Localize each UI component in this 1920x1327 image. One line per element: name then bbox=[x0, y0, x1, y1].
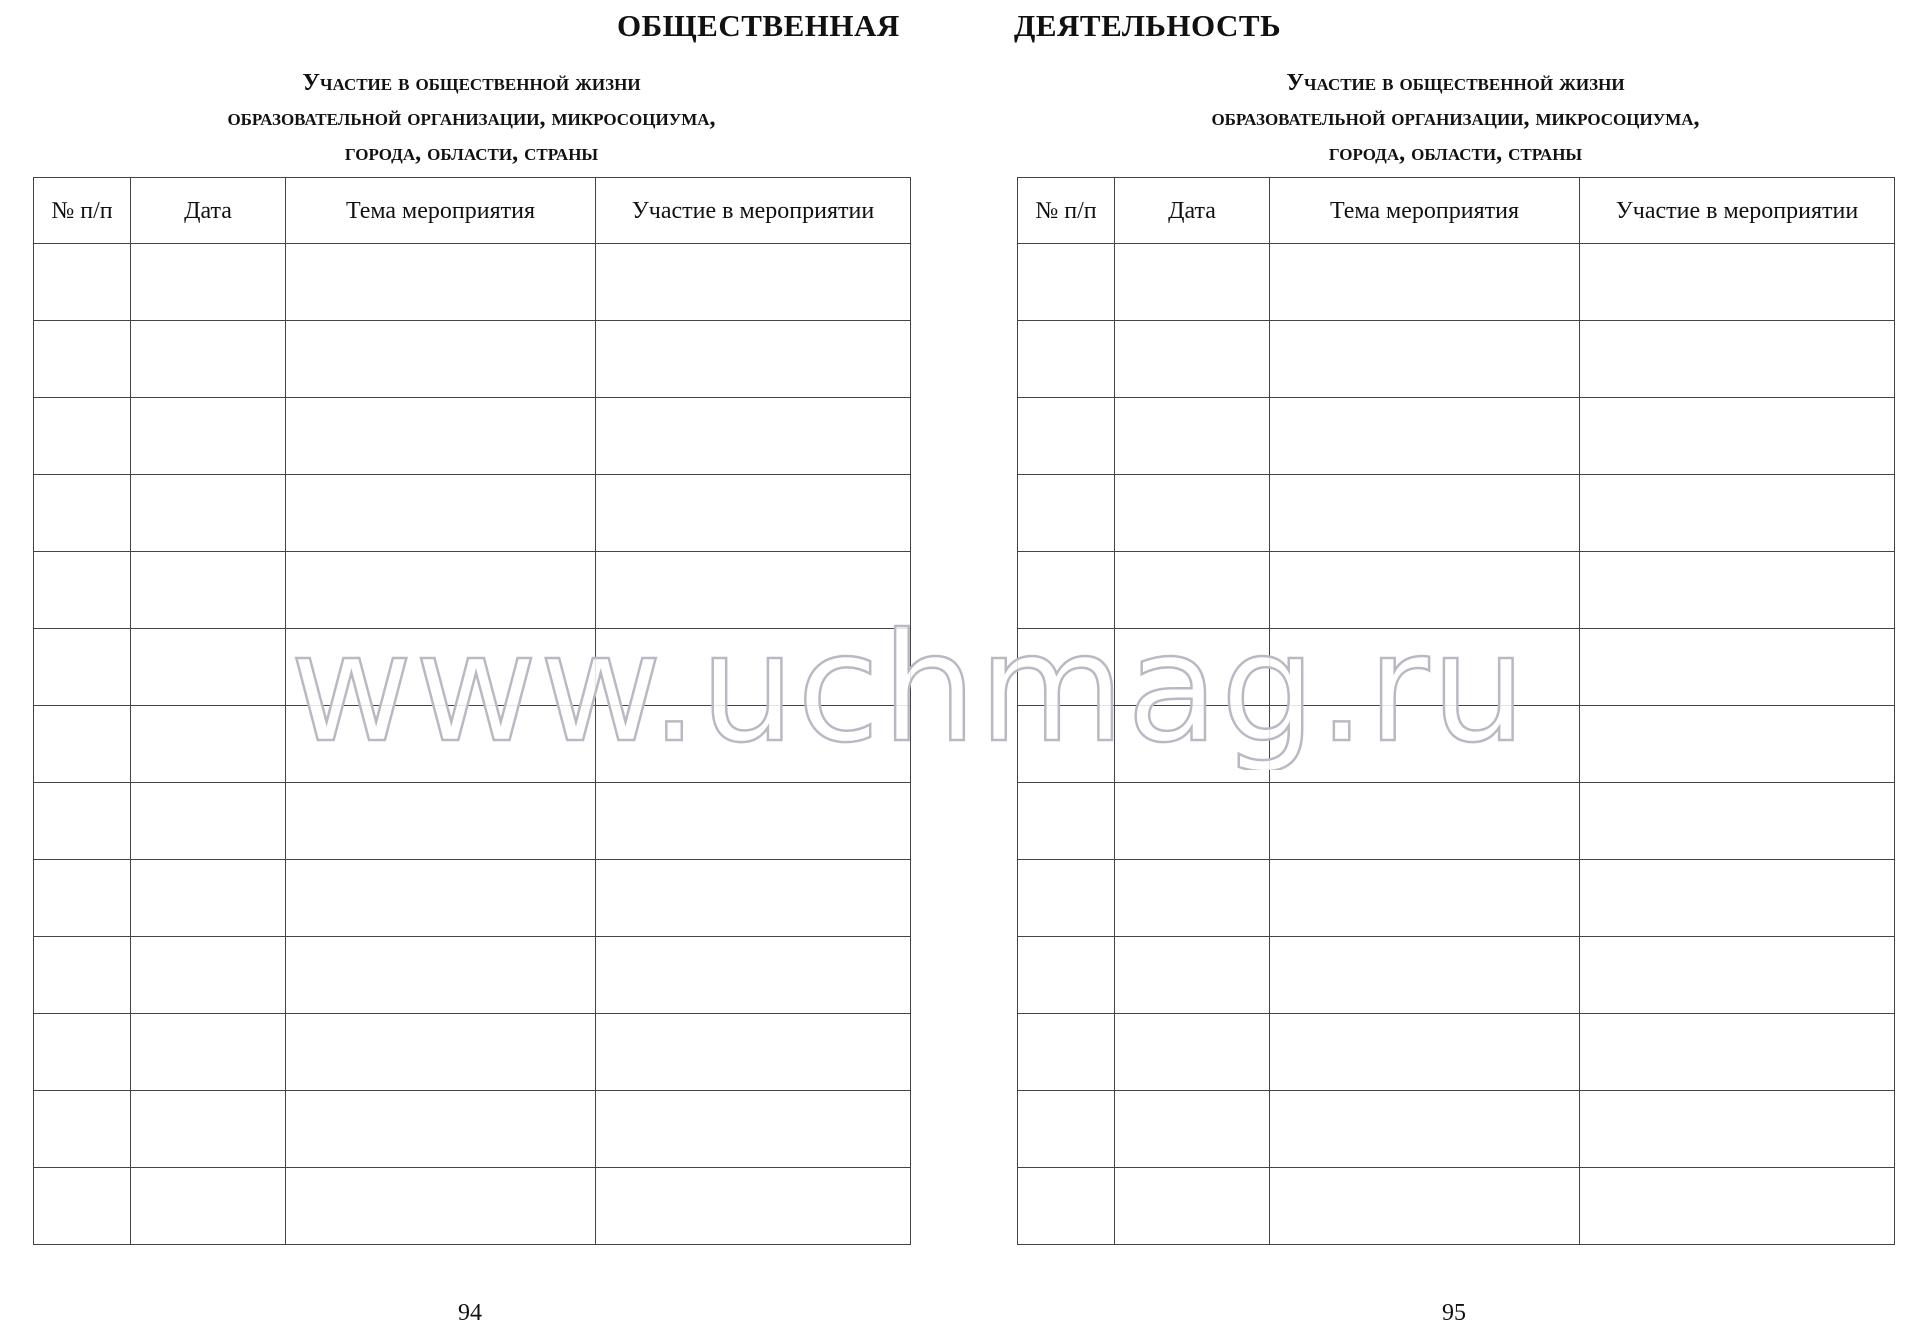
section-subtitle bbox=[1017, 66, 1894, 171]
cell-topic bbox=[286, 860, 596, 937]
cell-topic bbox=[1270, 1168, 1580, 1245]
table-row bbox=[34, 244, 911, 321]
cell-date bbox=[131, 1091, 286, 1168]
cell-topic bbox=[286, 552, 596, 629]
cell-date bbox=[131, 552, 286, 629]
cell-number bbox=[1018, 629, 1115, 706]
table-row bbox=[34, 629, 911, 706]
cell-number bbox=[34, 860, 131, 937]
cell-number bbox=[34, 706, 131, 783]
cell-topic bbox=[286, 398, 596, 475]
table-row bbox=[1018, 783, 1895, 860]
cell-participation bbox=[1580, 706, 1895, 783]
cell-date bbox=[131, 937, 286, 1014]
column-header-date: Дата bbox=[131, 178, 286, 244]
table-header-row bbox=[1018, 178, 1895, 244]
page-left bbox=[33, 0, 910, 1326]
cell-number bbox=[1018, 860, 1115, 937]
table-row bbox=[34, 398, 911, 475]
cell-date bbox=[131, 1014, 286, 1091]
cell-number bbox=[1018, 398, 1115, 475]
cell-date bbox=[1115, 398, 1270, 475]
table-row bbox=[34, 1091, 911, 1168]
cell-date bbox=[131, 475, 286, 552]
cell-date bbox=[1115, 475, 1270, 552]
column-header-participation: Участие в мероприятии bbox=[596, 178, 911, 244]
column-header-number: № п/п bbox=[34, 178, 131, 244]
cell-participation bbox=[596, 244, 911, 321]
cell-date bbox=[1115, 1091, 1270, 1168]
table-row bbox=[34, 475, 911, 552]
table-row bbox=[1018, 475, 1895, 552]
cell-participation bbox=[596, 783, 911, 860]
cell-number bbox=[1018, 1091, 1115, 1168]
subtitle-line: города, области, страны bbox=[1328, 140, 1583, 166]
table-row bbox=[1018, 1168, 1895, 1245]
cell-topic bbox=[1270, 629, 1580, 706]
cell-topic bbox=[1270, 398, 1580, 475]
subtitle-line: Участие в общественной жизни bbox=[302, 70, 641, 96]
table-row bbox=[1018, 1014, 1895, 1091]
cell-participation bbox=[1580, 629, 1895, 706]
cell-date bbox=[131, 398, 286, 475]
cell-number bbox=[1018, 321, 1115, 398]
cell-number bbox=[34, 1014, 131, 1091]
cell-topic bbox=[286, 783, 596, 860]
cell-number bbox=[1018, 1014, 1115, 1091]
table-header-row bbox=[34, 178, 911, 244]
cell-topic bbox=[286, 1014, 596, 1091]
cell-topic bbox=[286, 1091, 596, 1168]
table-body bbox=[1018, 244, 1895, 1245]
table-row bbox=[34, 860, 911, 937]
subtitle-line: Участие в общественной жизни bbox=[1286, 70, 1625, 96]
cell-participation bbox=[1580, 398, 1895, 475]
table-row bbox=[1018, 860, 1895, 937]
cell-participation bbox=[596, 1014, 911, 1091]
column-header-participation: Участие в мероприятии bbox=[1580, 178, 1895, 244]
cell-topic bbox=[1270, 475, 1580, 552]
cell-date bbox=[1115, 244, 1270, 321]
cell-date bbox=[131, 783, 286, 860]
subtitle-line: образовательной организации, микросоциума, bbox=[1211, 105, 1700, 131]
cell-date bbox=[131, 706, 286, 783]
cell-topic bbox=[286, 706, 596, 783]
cell-number bbox=[34, 552, 131, 629]
table-row bbox=[1018, 244, 1895, 321]
cell-participation bbox=[1580, 1168, 1895, 1245]
subtitle-line: образовательной организации, микросоциума, bbox=[227, 105, 716, 131]
table-body bbox=[34, 244, 911, 1245]
cell-date bbox=[1115, 860, 1270, 937]
cell-topic bbox=[286, 937, 596, 1014]
table-row bbox=[34, 321, 911, 398]
cell-topic bbox=[1270, 321, 1580, 398]
cell-participation bbox=[596, 1168, 911, 1245]
cell-topic bbox=[286, 321, 596, 398]
cell-participation bbox=[596, 937, 911, 1014]
table-row bbox=[34, 1168, 911, 1245]
cell-participation bbox=[596, 475, 911, 552]
table-row bbox=[34, 1014, 911, 1091]
cell-topic bbox=[286, 244, 596, 321]
cell-date bbox=[1115, 937, 1270, 1014]
column-header-date: Дата bbox=[1115, 178, 1270, 244]
cell-topic bbox=[286, 629, 596, 706]
spread-title-right: ДЕЯТЕЛЬНОСТЬ bbox=[1014, 8, 1282, 43]
cell-participation bbox=[596, 552, 911, 629]
cell-date bbox=[1115, 783, 1270, 860]
cell-topic bbox=[1270, 937, 1580, 1014]
cell-date bbox=[131, 321, 286, 398]
cell-topic bbox=[1270, 1091, 1580, 1168]
cell-participation bbox=[596, 860, 911, 937]
cell-participation bbox=[596, 1091, 911, 1168]
page-number: 94 bbox=[458, 1300, 482, 1326]
table-row bbox=[34, 937, 911, 1014]
cell-number bbox=[34, 475, 131, 552]
table-row bbox=[34, 706, 911, 783]
cell-topic bbox=[1270, 552, 1580, 629]
cell-topic bbox=[286, 1168, 596, 1245]
cell-participation bbox=[596, 321, 911, 398]
cell-topic bbox=[1270, 1014, 1580, 1091]
table-row bbox=[34, 783, 911, 860]
table-row bbox=[1018, 706, 1895, 783]
cell-participation bbox=[1580, 937, 1895, 1014]
cell-participation bbox=[1580, 244, 1895, 321]
cell-participation bbox=[1580, 783, 1895, 860]
cell-date bbox=[1115, 1014, 1270, 1091]
cell-number bbox=[34, 937, 131, 1014]
cell-date bbox=[1115, 552, 1270, 629]
cell-participation bbox=[1580, 1091, 1895, 1168]
cell-participation bbox=[596, 629, 911, 706]
cell-participation bbox=[1580, 860, 1895, 937]
cell-number bbox=[34, 398, 131, 475]
watermark-text: www.uchmag.ru bbox=[290, 602, 1529, 770]
cell-number bbox=[34, 629, 131, 706]
cell-number bbox=[1018, 1168, 1115, 1245]
activity-table bbox=[1017, 177, 1895, 1245]
cell-topic bbox=[1270, 244, 1580, 321]
spread-title-left: ОБЩЕСТВЕННАЯ bbox=[617, 8, 900, 43]
cell-participation bbox=[1580, 1014, 1895, 1091]
cell-number bbox=[1018, 783, 1115, 860]
cell-number bbox=[1018, 244, 1115, 321]
cell-topic bbox=[1270, 783, 1580, 860]
cell-date bbox=[131, 860, 286, 937]
column-header-number: № п/п bbox=[1018, 178, 1115, 244]
table-row bbox=[34, 552, 911, 629]
cell-topic bbox=[286, 475, 596, 552]
cell-date bbox=[131, 244, 286, 321]
cell-participation bbox=[596, 398, 911, 475]
table-row bbox=[1018, 937, 1895, 1014]
section-subtitle bbox=[33, 66, 910, 171]
cell-date bbox=[131, 1168, 286, 1245]
table-row bbox=[1018, 398, 1895, 475]
cell-date bbox=[131, 629, 286, 706]
cell-participation bbox=[1580, 552, 1895, 629]
column-header-topic: Тема мероприятия bbox=[286, 178, 596, 244]
cell-number bbox=[34, 783, 131, 860]
cell-participation bbox=[596, 706, 911, 783]
cell-number bbox=[1018, 937, 1115, 1014]
cell-date bbox=[1115, 706, 1270, 783]
cell-number bbox=[1018, 706, 1115, 783]
table-row bbox=[1018, 552, 1895, 629]
column-header-topic: Тема мероприятия bbox=[1270, 178, 1580, 244]
cell-participation bbox=[1580, 321, 1895, 398]
cell-number bbox=[34, 321, 131, 398]
table-row bbox=[1018, 1091, 1895, 1168]
subtitle-line: города, области, страны bbox=[344, 140, 599, 166]
page-right bbox=[1017, 0, 1894, 1326]
cell-number bbox=[34, 1091, 131, 1168]
cell-number bbox=[34, 244, 131, 321]
cell-topic bbox=[1270, 860, 1580, 937]
cell-number bbox=[34, 1168, 131, 1245]
table-row bbox=[1018, 321, 1895, 398]
cell-participation bbox=[1580, 475, 1895, 552]
table-row bbox=[1018, 629, 1895, 706]
cell-date bbox=[1115, 629, 1270, 706]
cell-date bbox=[1115, 321, 1270, 398]
cell-topic bbox=[1270, 706, 1580, 783]
cell-number bbox=[1018, 552, 1115, 629]
page-number: 95 bbox=[1442, 1300, 1466, 1326]
cell-number bbox=[1018, 475, 1115, 552]
cell-date bbox=[1115, 1168, 1270, 1245]
activity-table bbox=[33, 177, 911, 1245]
